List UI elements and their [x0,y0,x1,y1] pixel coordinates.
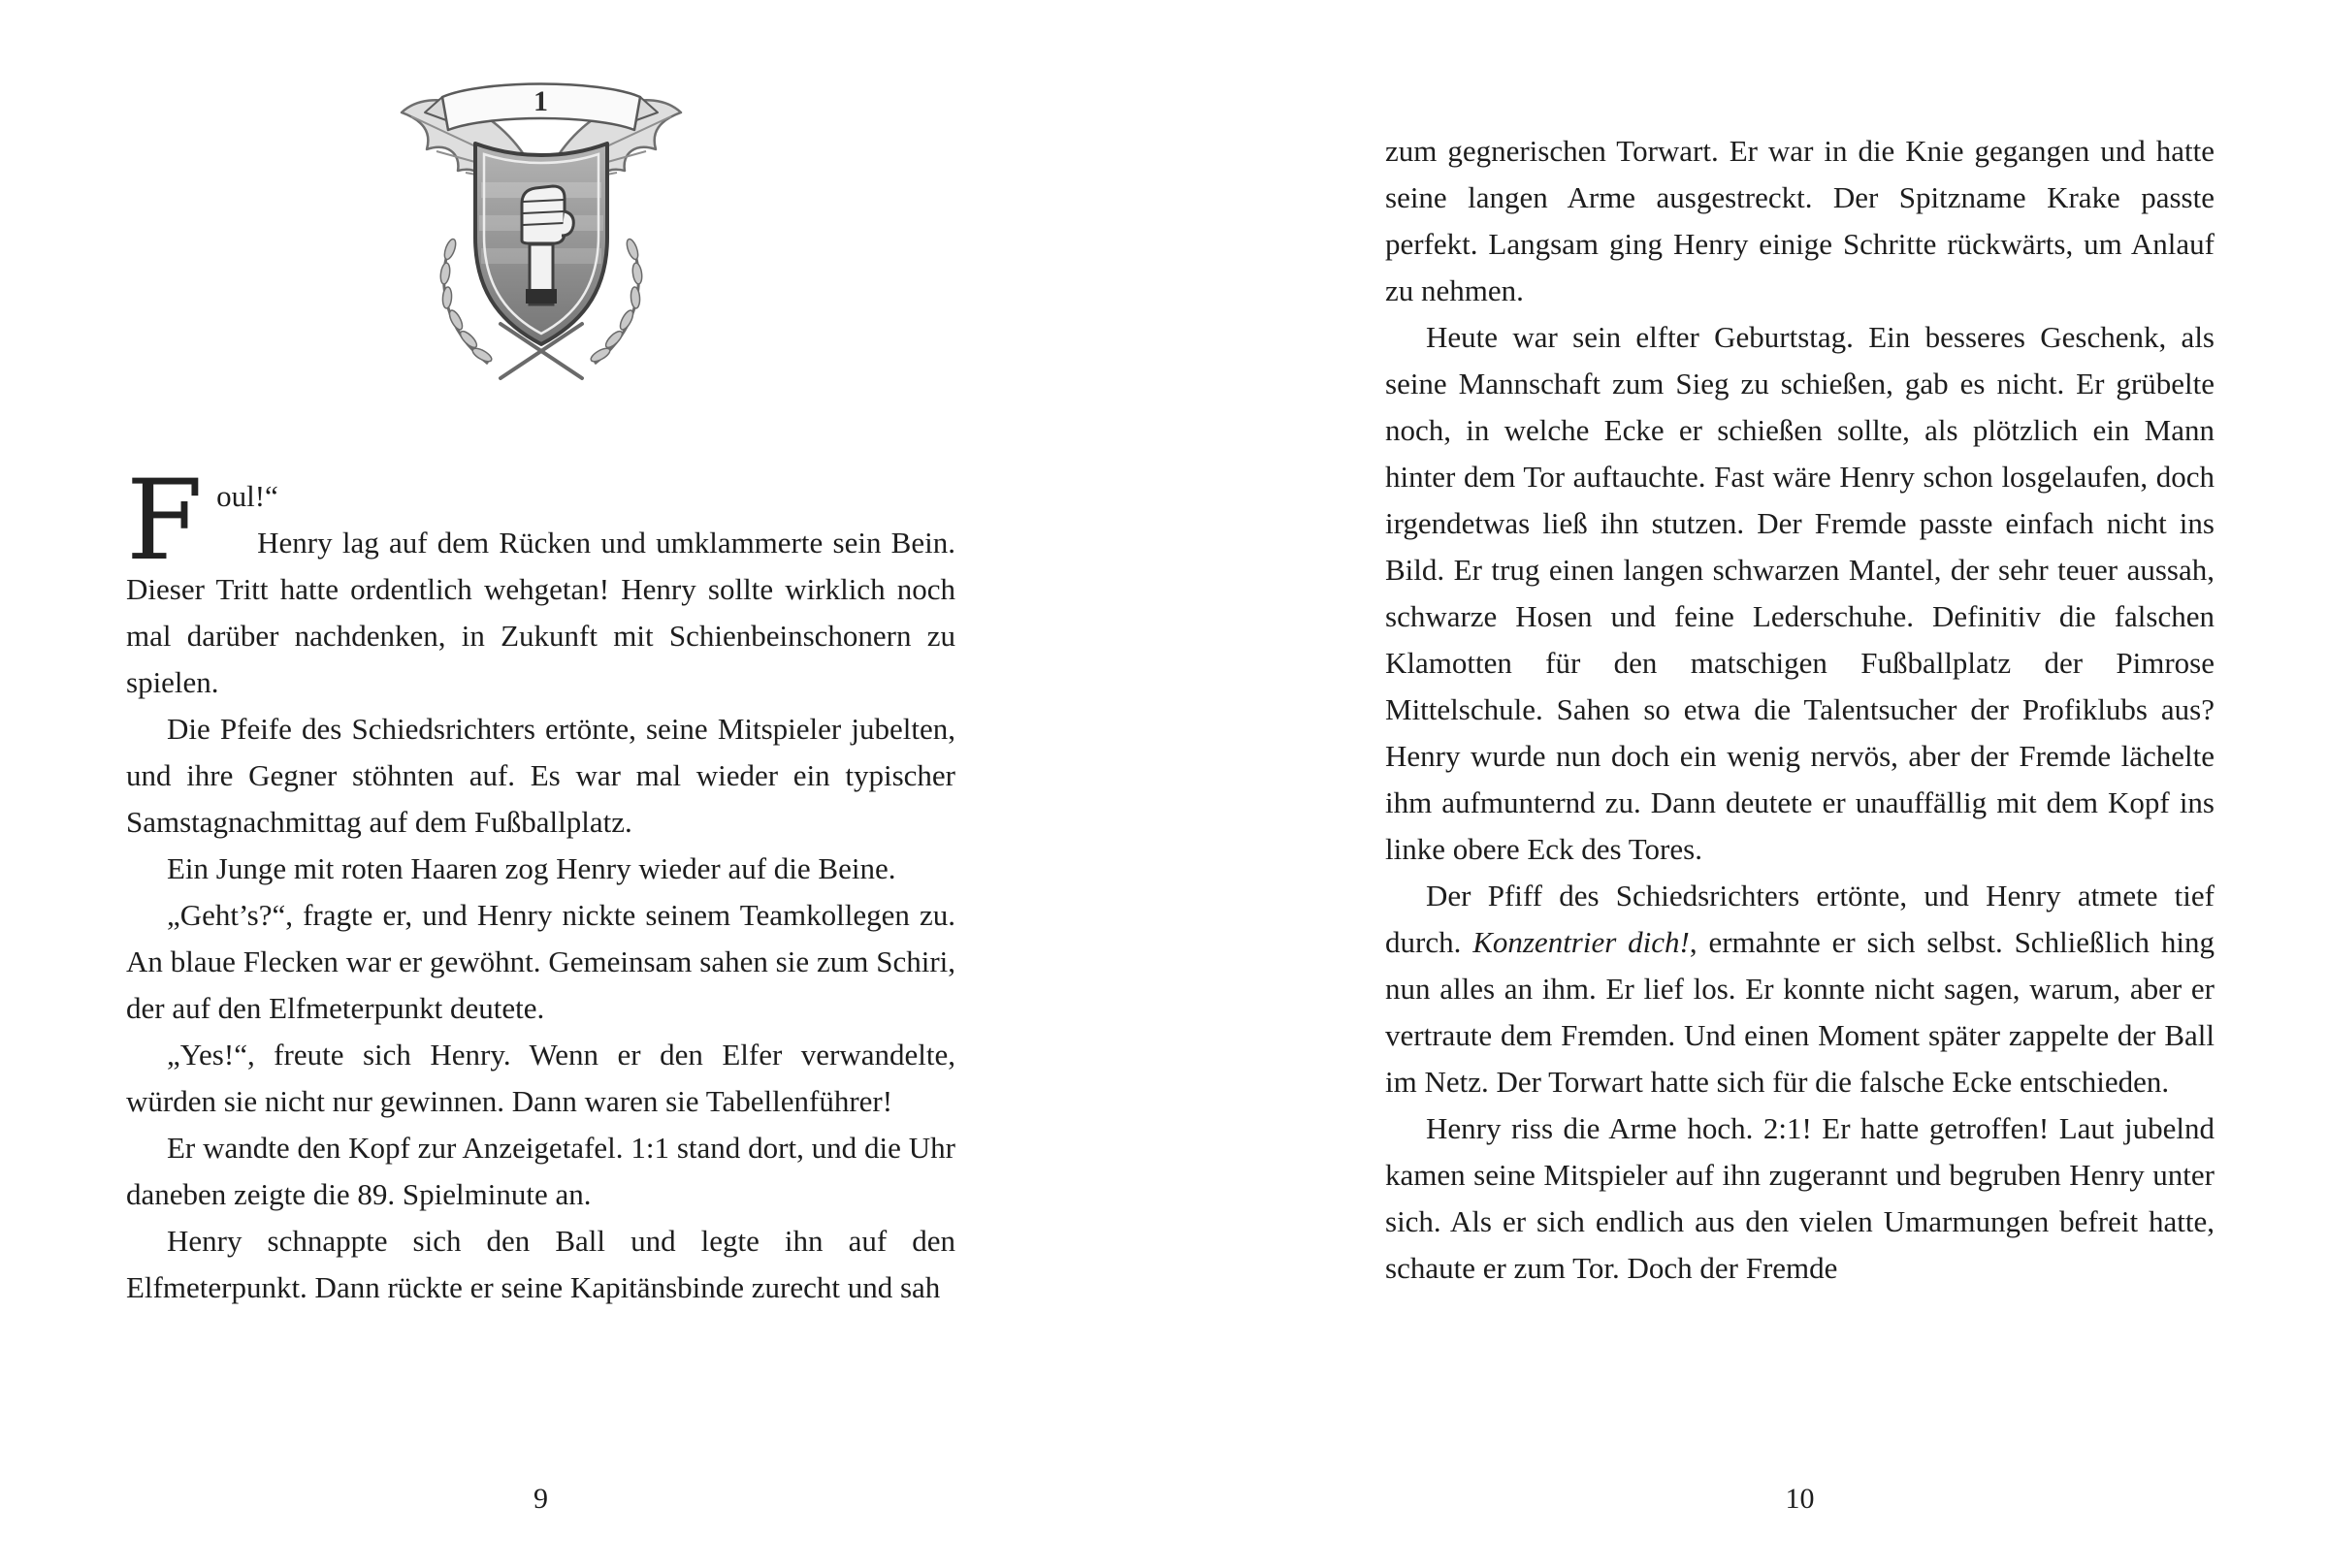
paragraph: Ein Junge mit roten Haaren zog Henry wieder auf die Beine. [167,851,896,885]
paragraph-text: , ermahnte er sich selbst. Schließlich hing nun alles an ihm. Er lief los. Er konnte nicht sagen, warum, aber er vertraute dem Fremden. Und einen Moment später zappelte der Ball im Netz. Der Torwart hatte sich für die falsche Ecke entschieden. [1385,925,2215,1099]
paragraph: „Geht’s?“, fragte er, und Henry nickte seinem Teamkollegen zu. An blaue Flecken war er gewöhnt. Gemeinsam sahen sie zum Schiri, der auf den Elfmeterpunkt deutete. [126,898,955,1025]
paragraph: zum gegnerischen Torwart. Er war in die Knie gegangen und hatte seine langen Arme ausgestreckt. Der Spitzname Krake passte perfekt. Langsam ging Henry einige Schritte rückwärts, um Anlauf zu nehmen. [1385,134,2215,307]
left-page [126,0,955,1311]
right-page [1385,128,2215,1292]
chapter-opening [126,456,955,706]
page-number-left: 9 [534,1483,548,1515]
page-number-right: 10 [1785,1483,1815,1515]
paragraph [1385,873,2215,1105]
paragraph: Er wandte den Kopf zur Anzeigetafel. 1:1 stand dort, und die Uhr daneben zeigte die 89. Spielminute an. [126,1131,955,1211]
drop-cap: F [126,456,204,585]
paragraph: oul!“ [216,479,278,513]
paragraph: „Yes!“, freute sich Henry. Wenn er den Elfer verwandelte, würden sie nicht nur gewinnen. Dann waren sie Tabellenführer! [126,1038,955,1118]
chapter-crest [386,68,696,398]
chapter-number: 1 [534,85,548,117]
paragraph: Heute war sein elfter Geburtstag. Ein besseres Geschenk, als seine Mannschaft zum Sieg zu schießen, gab es nicht. Er grübelte noch, in welche Ecke er schießen sollte, als plötzlich ein Mann hinter dem Tor auftauchte. Fast wäre Henry schon losgelaufen, doch irgendetwas ließ ihn stutzen. Der Fremde passte einfach nicht ins Bild. Er trug einen langen schwarzen Mantel, der sehr teuer aussah, schwarze Hosen und feine Lederschuhe. Definitiv die falschen Klamotten für den matschigen Fußballplatz der Pimrose Mittelschule. Sahen so etwa die Talentsucher der Profiklubs aus? Henry wurde nun doch ein wenig nervös, aber der Fremde lächelte ihm aufmunternd zu. Dann deutete er unauffällig mit dem Kopf ins linke obere Eck des Tores. [1385,320,2215,866]
italic-phrase: Konzentrier dich! [1472,925,1690,959]
paragraph: Die Pfeife des Schiedsrichters ertönte, seine Mitspieler jubelten, und ihre Gegner stöhnten auf. Es war mal wieder ein typischer Samstagnachmittag auf dem Fußballplatz. [126,712,955,839]
paragraph: Henry lag auf dem Rücken und umklammerte sein Bein. Dieser Tritt hatte ordentlich wehgetan! Henry sollte wirklich noch mal darüber nachdenken, in Zukunft mit Schienbeinschonern zu spielen. [126,526,955,699]
paragraph-text: Der Pfiff des Schiedsrichters ertönte, und Henry atmete tief durch. [1385,879,2215,959]
paragraph: Henry schnappte sich den Ball und legte ihn auf den Elfmeterpunkt. Dann rückte er seine Kapitänsbinde zurecht und sah [126,1224,955,1304]
paragraph: Henry riss die Arme hoch. 2:1! Er hatte getroffen! Laut jubelnd kamen seine Mitspieler auf ihn zugerannt und begruben Henry unter sich. Als er sich endlich aus den vielen Umarmungen befreit hatte, schaute er zum Tor. Doch der Fremde [1385,1111,2215,1285]
left-page-text [126,456,955,1311]
